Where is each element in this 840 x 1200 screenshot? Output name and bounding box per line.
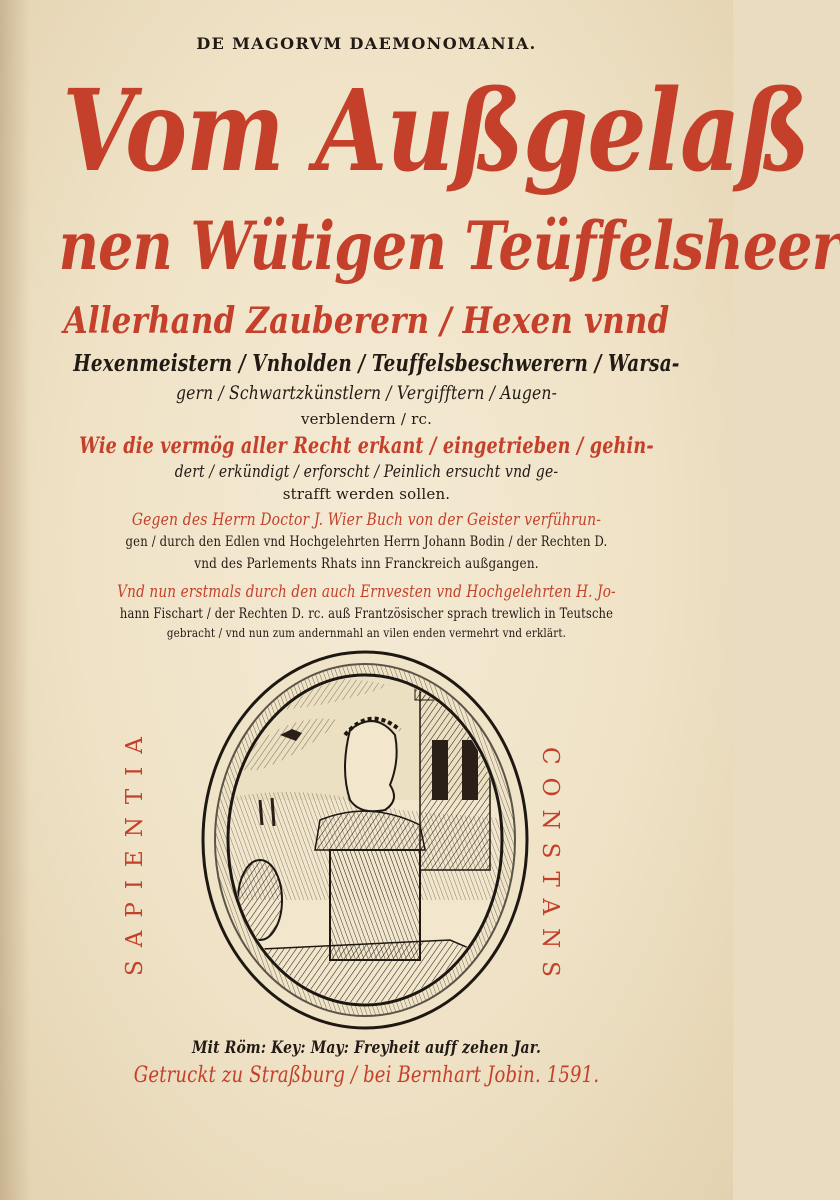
privilege-line: Mit Röm: Key: May: Freyheit auff zehen Jar. <box>192 1038 541 1058</box>
text-gen: gen / durch den Edlen vnd Hochgelehrten Herrn Johann Bodin / der Rechten D. <box>125 534 608 550</box>
text-dert: dert / erkündigt / erforscht / Peinlich ersucht vnd ge- <box>174 462 559 482</box>
subtitle-gern: gern / Schwartzkünstlern / Vergifftern / Augen- <box>176 382 557 404</box>
subtitle-allerhand: Allerhand Zauberern / Hexen vnnd <box>63 300 670 342</box>
text-fischart: hann Fischart / der Rechten D. rc. auß Frantzösischer sprach trewlich in Teutsche <box>119 606 614 622</box>
printer-emblem-woodcut <box>200 650 530 1030</box>
text-strafft: strafft werden sollen. <box>282 485 451 503</box>
main-title-line-1: Vom Außgelaß <box>62 66 810 197</box>
imprint-line: Getruckt zu Straßburg / bei Bernhart Jobin. 1591. <box>133 1063 600 1088</box>
subtitle-hexenmeistern: Hexenmeistern / Vnholden / Teuffelsbeschwerern / Warsa- <box>73 350 680 377</box>
main-title-line-2: nen Wütigen Teüffelsheer <box>58 207 840 285</box>
text-wie-die: Wie die vermög aller Recht erkant / eingetrieben / gehin- <box>79 433 654 459</box>
laureate-head <box>345 721 397 811</box>
motto-right: CONSTANS <box>537 746 563 990</box>
text-parlements: vnd des Parlements Rhats inn Franckreich außgangen. <box>194 556 539 572</box>
page-edge-shadow <box>0 0 30 1200</box>
text-gegen: Gegen des Herrn Doctor J. Wier Buch von der Geister verführun- <box>131 510 602 530</box>
latin-header: DE MAGORVM DAEMONOMANIA. <box>196 34 537 53</box>
subtitle-verblendern: verblendern / rc. <box>300 410 433 428</box>
motto-left: SAPIENTIA <box>122 724 148 976</box>
text-gebracht: gebracht / vnd nun zum andernmahl an vilen enden vermehrt vnd erklärt. <box>166 626 567 640</box>
text-vnd-nun: Vnd nun erstmals durch den auch Ernvesten vnd Hochgelehrten H. Jo- <box>117 582 616 602</box>
